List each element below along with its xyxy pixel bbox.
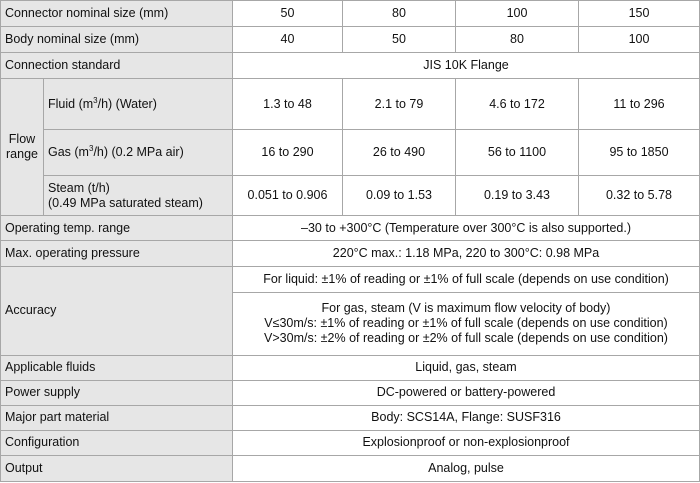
connection-standard-value: JIS 10K Flange (233, 53, 700, 79)
row-configuration (1, 430, 700, 455)
row-power-supply (1, 380, 700, 405)
body-size-80: 80 (456, 27, 579, 53)
accuracy-gas (233, 292, 700, 355)
steam-label-line2: (0.49 MPa saturated steam) (48, 195, 203, 210)
row-body-size (1, 27, 700, 53)
accuracy-liquid: For liquid: ±1% of reading or ±1% of full scale (depends on use condition) (233, 266, 700, 292)
row-major-material (1, 405, 700, 430)
accuracy-gas-line3: V>30m/s: ±2% of reading or ±2% of full scale (depends on use condition) (264, 331, 668, 346)
connection-standard-label: Connection standard (1, 53, 233, 79)
power-supply-value: DC-powered or battery-powered (233, 380, 700, 405)
output-value: Analog, pulse (233, 455, 700, 481)
accuracy-gas-line1: For gas, steam (V is maximum flow velocity of body) (321, 301, 611, 316)
gas-150: 95 to 1850 (579, 130, 700, 176)
row-flow-steam (1, 176, 700, 216)
fluid-150: 11 to 296 (579, 79, 700, 130)
fluid-50: 1.3 to 48 (233, 79, 343, 130)
max-pressure-label: Max. operating pressure (1, 241, 233, 266)
steam-150: 0.32 to 5.78 (579, 176, 700, 216)
gas-50: 16 to 290 (233, 130, 343, 176)
operating-temp-value: –30 to +300°C (Temperature over 300°C is also supported.) (233, 216, 700, 241)
body-size-40: 40 (233, 27, 343, 53)
flow-range-label (1, 79, 44, 216)
connector-size-50: 50 (233, 1, 343, 27)
row-applicable-fluids (1, 355, 700, 380)
connector-size-150: 150 (579, 1, 700, 27)
major-material-label: Major part material (1, 405, 233, 430)
row-accuracy-liquid (1, 266, 700, 292)
power-supply-label: Power supply (1, 380, 233, 405)
major-material-value: Body: SCS14A, Flange: SUSF316 (233, 405, 700, 430)
gas-label: Gas $(m^3/h)$ (0.2 MPa air) (44, 130, 233, 176)
gas-80: 26 to 490 (343, 130, 456, 176)
steam-50: 0.051 to 0.906 (233, 176, 343, 216)
row-connector-size (1, 1, 700, 27)
output-label: Output (1, 455, 233, 481)
row-flow-fluid (1, 79, 700, 130)
row-operating-temp (1, 216, 700, 241)
operating-temp-label: Operating temp. range (1, 216, 233, 241)
row-connection-standard (1, 53, 700, 79)
connector-size-label: Connector nominal size (mm) (1, 1, 233, 27)
accuracy-label: Accuracy (1, 266, 233, 355)
applicable-fluids-label: Applicable fluids (1, 355, 233, 380)
configuration-value: Explosionproof or non-explosionproof (233, 430, 700, 455)
steam-100: 0.19 to 3.43 (456, 176, 579, 216)
steam-80: 0.09 to 1.53 (343, 176, 456, 216)
fluid-80: 2.1 to 79 (343, 79, 456, 130)
connector-size-100: 100 (456, 1, 579, 27)
body-size-label: Body nominal size (mm) (1, 27, 233, 53)
flow-label-line1: Flow (8, 132, 36, 147)
max-pressure-value: 220°C max.: 1.18 MPa, 220 to 300°C: 0.98 MPa (233, 241, 700, 266)
configuration-label: Configuration (1, 430, 233, 455)
connector-size-80: 80 (343, 1, 456, 27)
steam-label (44, 176, 233, 216)
body-size-100: 100 (579, 27, 700, 53)
gas-100: 56 to 1100 (456, 130, 579, 176)
fluid-label: Fluid $(m^3/h)$ (Water) (44, 79, 233, 130)
accuracy-gas-line2: V≤30m/s: ±1% of reading or ±1% of full scale (depends on use condition) (264, 316, 668, 331)
body-size-50: 50 (343, 27, 456, 53)
row-flow-gas (1, 130, 700, 176)
steam-label-line1: Steam (t/h) (48, 180, 110, 195)
row-max-pressure (1, 241, 700, 266)
row-output (1, 455, 700, 481)
applicable-fluids-value: Liquid, gas, steam (233, 355, 700, 380)
flow-label-line2: range (6, 147, 38, 162)
fluid-100: 4.6 to 172 (456, 79, 579, 130)
